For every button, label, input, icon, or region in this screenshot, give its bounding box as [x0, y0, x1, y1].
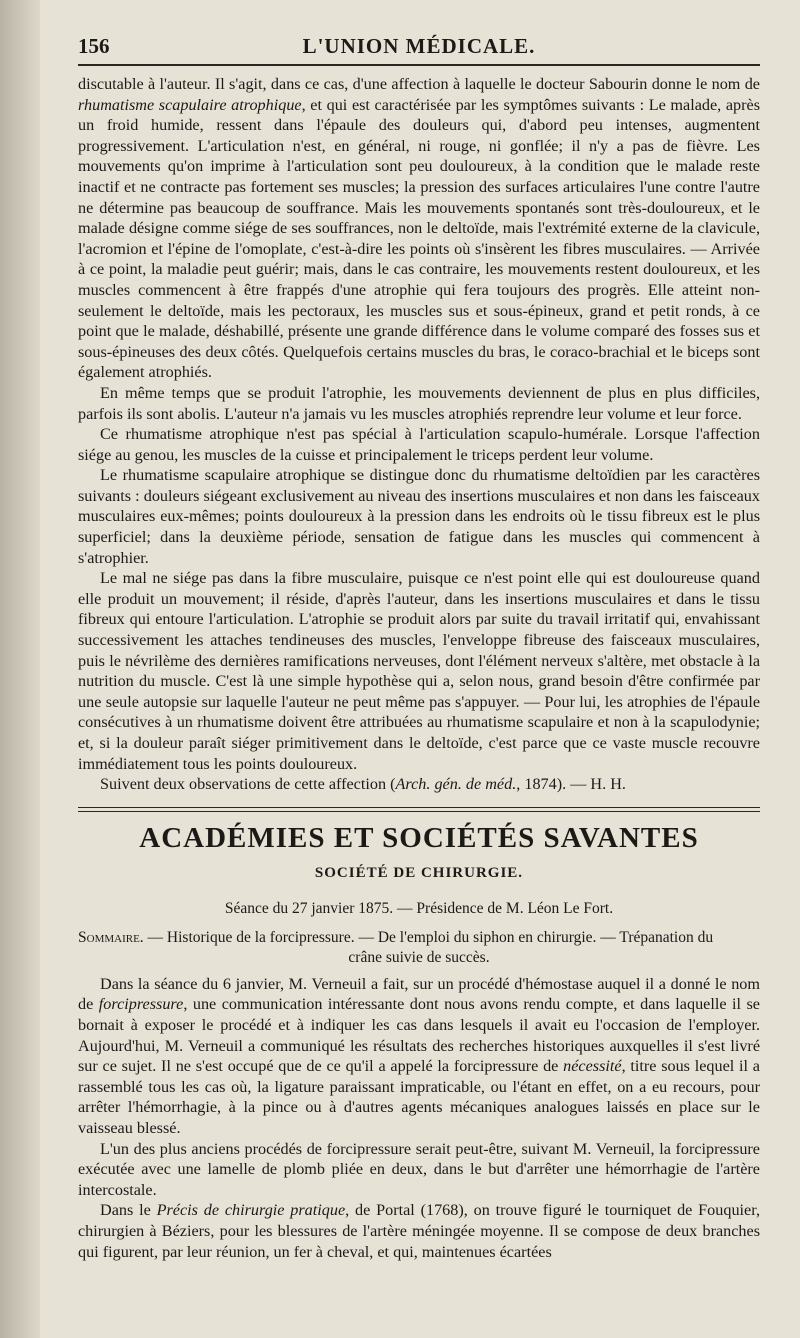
- section-paragraph-1: Dans la séance du 6 janvier, M. Verneuil a fait, sur un procédé d'hémostase auquel il a donné le nom de forcipressure, une communication intéressante dont nous avons rendu compte, et dans laquelle il se bornait à exposer le procédé et à indiquer les cas dans lesquels il avait eu l'occasion de l'employer. Aujourd'hui, M. Verneuil a communiqué les résultats des recherches historiques auxquelles il s'est livré sur ce sujet. Il ne s'est occupé que de ce qu'il a appelé la forcipressure de nécessité, titre sous lequel il a rassemblé tous les cas où, la ligature paraissant impraticable, ou l'étant en effet, on a eu recours, pour arrêter l'hémorrhagie, à la pince ou à d'autres agents mécaniques analogues laissés en place sur le vaisseau blessé.: [78, 974, 760, 1137]
- journal-abbreviation: Arch. gén. de méd.: [395, 775, 517, 794]
- running-header: [78, 30, 760, 66]
- article-paragraph-4: Le rhumatisme scapulaire atrophique se distingue donc du rhumatisme deltoïdien par les caractères suivants : douleurs siégeant exclusivement au niveau des insertions musculaires et non dans les faisceaux musculaires eux-mêmes; points douloureux à la pression dans les endroits où le tissu fibreux est le plus superficiel; dans la deuxième période, sensation de fatigue dans les muscles qui commencent à s'atrophier.: [78, 466, 760, 567]
- subsection-title: SOCIÉTÉ DE CHIRURGIE.: [314, 864, 524, 881]
- article-paragraph-5: Le mal ne siége pas dans la fibre musculaire, puisque ce n'est point elle qui est douloureuse quand elle produit un mouvement; il réside, d'après l'auteur, dans les insertions musculaires et dans le tissu fibreux qui entoure l'articulation. L'atrophie se produit alors par suite du travail irritatif qui, envahissant successivement les attaches tendineuses des muscles, l'enveloppe fibreuse des faisceaux musculaires, puis le névrilème des dernières ramifications nerveuses, dont l'élément nerveux s'altère, met obstacle à la nutrition du muscle. C'est là une simple hypothèse qui a, selon nous, grand besoin d'être confirmée par une seule autopsie sur laquelle l'auteur ne peut même pas s'appuyer. — Pour lui, les atrophies de l'épaule consécutives à un rhumatisme doivent être attribuées au rhumatisme scapulaire et non à la scapulodynie; et, si la douleur paraît siéger primitivement dans le deltoïde, c'est parce que ce vaste muscle recouvre immédiatement tous les points douloureux.: [78, 569, 760, 773]
- article-source-citation: Suivent deux observations de cette affection (Arch. gén. de méd., 1874). — H. H.: [100, 775, 626, 794]
- article-body: [78, 74, 760, 795]
- section-paragraph-2: L'un des plus anciens procédés de forcipressure serait peut-être, suivant M. Verneuil, la forcipressure exécutée avec une lamelle de plomb pliée en deux, dans le but d'arrêter une hémorrhagie de l'artère intercostale.: [78, 1139, 760, 1199]
- sommaire-label: Sommaire.: [78, 928, 144, 946]
- article-paragraph-3: Ce rhumatisme atrophique n'est pas spécial à l'articulation scapulo-humérale. Lorsque l'affection siége au genou, les muscles de la cuisse et principalement le triceps perdent leur volume.: [78, 425, 760, 464]
- seance-line: Séance du 27 janvier 1875. — Présidence de M. Léon Le Fort.: [224, 899, 614, 917]
- page-binding-edge: [0, 0, 40, 1338]
- section-divider-bottom: [78, 811, 760, 812]
- sommaire-line-1: Sommaire. — Historique de la forcipressure. — De l'emploi du siphon en chirurgie. — Trépanation du: [78, 928, 714, 946]
- term-forcipressure: forcipressure: [98, 995, 184, 1014]
- sommaire-line-2: crâne suivie de succès.: [348, 948, 490, 966]
- section-divider-top: [78, 807, 760, 808]
- section-title: ACADÉMIES ET SOCIÉTÉS SAVANTES: [139, 821, 699, 854]
- article-paragraph-2: En même temps que se produit l'atrophie, les mouvements deviennent de plus en plus difficiles, parfois ils sont abolis. L'auteur n'a jamais vu les muscles atrophiés reprendre leur volume et leur force.: [78, 383, 760, 423]
- term-necessite: nécessité: [563, 1057, 622, 1076]
- sommaire: [78, 928, 760, 968]
- disease-name: rhumatisme scapulaire atrophique: [78, 95, 302, 114]
- running-title: L'UNION MÉDICALE.: [302, 34, 536, 58]
- book-title: Précis de chirurgie pratique: [156, 1201, 346, 1220]
- article-paragraph-1: discutable à l'auteur. Il s'agit, dans ce cas, d'une affection à laquelle le docteur Sabourin donne le nom de rhumatisme scapulaire atrophique, et qui est caractérisée par les symptômes suivants : Le malade, après un froid humide, ressent dans l'épaule des douleurs qui, d'abord peu intenses, augmentent progressivement. L'articulation n'est, en général, ni rouge, ni gonflée; il n'y a pas de fièvre. Les mouvements qu'on imprime à l'articulation sont peu douloureux, à la condition que le malade reste inactif et ne contracte pas fortement ses muscles; la pression des surfaces articulaires l'une contre l'autre ne détermine pas beaucoup de souffrance. Mais les mouvements spontanés sont très-douloureux, et le malade désigne comme siége de ses souffrances, non le deltoïde, mais l'extrémité externe de la clavicule, l'acromion et l'épine de l'omoplate, c'est-à-dire les points où s'insèrent les fibres musculaires. — Arrivée à ce point, la maladie peut guérir; mais, dans le cas contraire, les mouvements restent douloureux, et les muscles commencent à être frappés d'une atrophie qui fera toujours des progrès. Elle atteint non-seulement le deltoïde, mais les pectoraux, les muscles sus et sous-épineux, grand et petit ronds, à ce point que le malade, déshabillé, présente une grande différence dans le volume comparé des fosses sus et sous-épineuses des deux côtés. Quelquefois certains muscles du bras, le coraco-brachial et le biceps sont également atrophiés.: [78, 75, 760, 382]
- section-body: [78, 974, 760, 1262]
- section-paragraph-3: Dans le Précis de chirurgie pratique, de Portal (1768), on trouve figuré le tourniquet de Fouquier, chirurgien à Béziers, pour les blessures de l'artère méningée moyenne. Il se compose de deux branches qui figurent, par leur réunion, un fer à cheval, et qui, maintenues écartées: [78, 1201, 761, 1261]
- page-number: 156: [78, 34, 110, 58]
